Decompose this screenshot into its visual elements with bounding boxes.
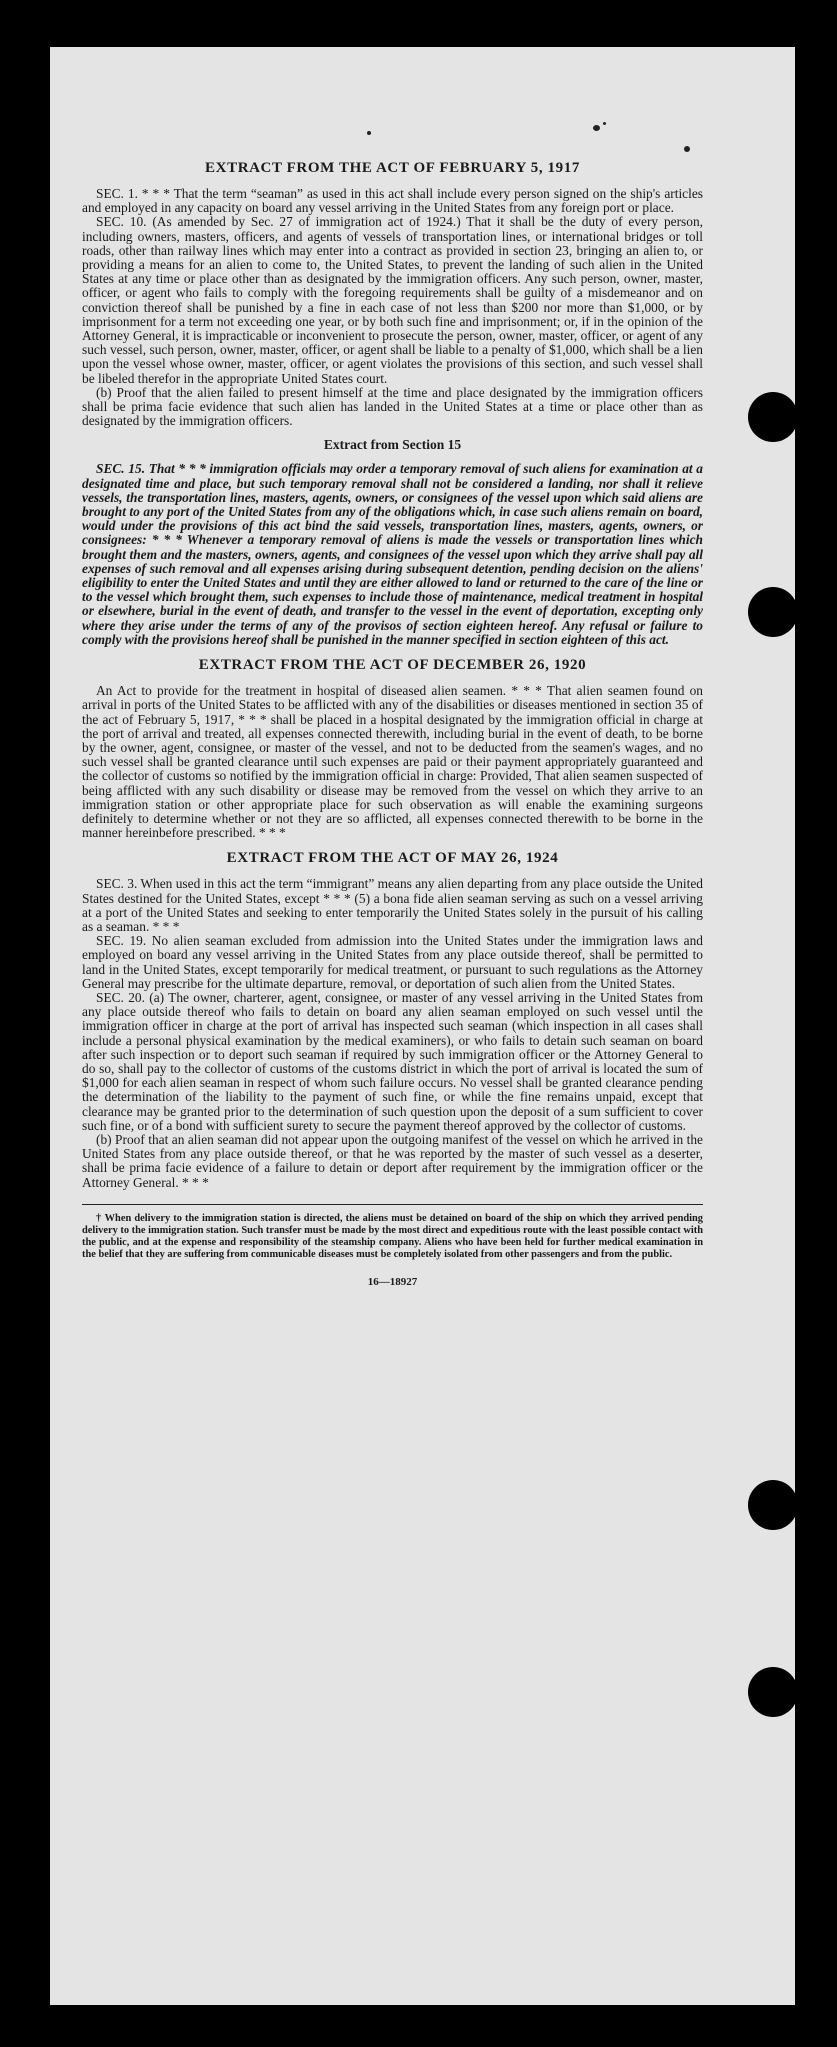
heading-act-1917: EXTRACT FROM THE ACT OF FEBRUARY 5, 1917 — [205, 160, 580, 176]
footnote-divider — [82, 1204, 703, 1205]
heading-section-15: Extract from Section 15 — [323, 437, 462, 453]
heading-act-1924: EXTRACT FROM THE ACT OF MAY 26, 1924 — [226, 850, 559, 867]
footnote: † When delivery to the immigration station is directed, the aliens must be detained on board of the ship on which they arrived pending delivery to the immigration station. Such transfer must be made by the most direct and expeditious route with the least possible contact with the public, and at the expense and responsibility of the steamship company. Aliens who have been held for further medical examination in the belief that they are suffering from communicable diseases must be completely isolated from other passengers and from the public. — [82, 1212, 703, 1261]
punch-hole — [748, 587, 795, 637]
punch-hole — [748, 1667, 795, 1717]
paragraph-1920: An Act to provide for the treatment in hospital of diseased alien seamen. * * * That alien seamen found on arrival in ports of the United States to be afflicted with any of the disabilities or diseases mentioned in section 35 of the act of February 5, 1917, * * * shall be placed in a hospital designated by the immigration official in charge at the port of arrival and treated, all expenses connected therewith, including burial in the event of death, to be borne by the owner, agent, consignee, or master of the vessel, and not to be deducted from the seamen's wages, and no such vessel shall be granted clearance until such expenses are paid or their payment appropriately guaranteed and the collector of customs so notified by the immigration official in charge: Provided, That alien seamen suspected of being afflicted with any such disability or disease may be removed from the vessel on which they arrive to an immigration station or other appropriate place for such observation as will enable the examining surgeons definitely to determine whether or not they are so afflicted, all expenses connected therewith to be borne in the manner hereinbefore prescribed. * * * — [82, 683, 703, 841]
paragraph-1917-sec10: SEC. 10. (As amended by Sec. 27 of immigration act of 1924.) That it shall be the duty of every person, including owners, masters, officers, and agents of vessels of transportation lines, or international bridges or toll roads, other than railway lines which may enter into a contract as provided in section 23, bringing an alien to, or providing a means for an alien to come to, the United States, to prevent the landing of such alien in the United States at any time or place other than as designated by the immigration officers. Any such person, owner, master, officer, or agent who fails to comply with the foregoing requirements shall be guilty of a misdemeanor and on conviction thereof shall be punished by a fine in each case of not less than $200 nor more than $1,000, or by imprisonment for a term not exceeding one year, or by both such fine and imprisonment; or, if in the opinion of the Attorney General, it is impracticable or inconvenient to prosecute the person, owner, master, officer, or agent of any such vessel, such person, owner, master, officer, or agent shall be liable to a penalty of $1,000, which shall be a lien upon the vessel whose owner, master, officer, or agent violates the provisions of this section, and such vessel shall be libeled therefor in the appropriate United States court. — [82, 214, 703, 386]
heading-act-1920: EXTRACT FROM THE ACT OF DECEMBER 26, 1920 — [198, 657, 587, 674]
punch-hole — [748, 392, 795, 442]
document-text — [82, 160, 703, 1288]
paragraph-1924-b: (b) Proof that an alien seaman did not appear upon the outgoing manifest of the vessel on which he arrived in the United States from any place outside thereof, or that he was reported by the master of such vessel as a deserter, shall be prima facie evidence of a failure to detain or deport after requirement by the immigration officer or the Attorney General. * * * — [82, 1131, 703, 1190]
paragraph-1917-sec1: SEC. 1. * * * That the term “seaman” as used in this act shall include every person signed on the ship's articles and employed in any capacity on board any vessel arriving in the United States from any foreign port or place. — [82, 186, 703, 216]
paragraph-1917-b: (b) Proof that the alien failed to present himself at the time and place designated by the immigration officers shall be prima facie evidence that such alien has landed in the United States at a time or place other than as designated by the immigration officers. — [82, 384, 703, 429]
form-number: 16—18927 — [367, 1275, 418, 1288]
paragraph-1924-sec20: SEC. 20. (a) The owner, charterer, agent, consignee, or master of any vessel arriving in the United States from any place outside thereof who fails to detain on board any alien seaman employed on such vessel until the immigration officer in charge at the port of arrival has inspected such seaman (which inspection in all cases shall include a personal physical examination by the medical examiners), or who fails to detain such seaman on board after such inspection or to deport such seaman if required by such immigration officer or the Attorney General to do so, shall pay to the collector of customs of the customs district in which the port of arrival is located the sum of $1,000 for each alien seaman in respect of whom such failure occurs. No vessel shall be granted clearance pending the determination of the liability to the payment of such fine, or while the fine remains unpaid, except that clearance may be granted prior to the determination of such question upon the deposit of a sum sufficient to cover such fine, or of a bond with sufficient surety to secure the payment thereof approved by the collector of customs. — [82, 989, 703, 1133]
punch-hole — [748, 1480, 795, 1530]
paragraph-1924-sec19: SEC. 19. No alien seaman excluded from admission into the United States under the immigration laws and employed on board any vessel arriving in the United States from any place outside thereof, shall be permitted to land in the United States, except temporarily for medical treatment, or pursuant to such regulations as the Attorney General may prescribe for the ultimate departure, removal, or deportation of such alien from the United States. — [82, 933, 703, 991]
paragraph-section-15: SEC. 15. That * * * immigration officials may order a temporary removal of such aliens for examination at a designated time and place, but such temporary removal shall not be considered a landing, nor shall it relieve vessels, the transportation lines, masters, agents, owners, or consignees of the vessel upon which said aliens are brought to any port of the United States from any of the obligations which, in case such aliens remain on board, would under the provisions of this act bind the said vessels, transportation lines, masters, agents, owners, or consignees: * * * Whenever a temporary removal of aliens is made the vessels or transportation lines which brought them and the masters, owners, agents, and consignees of the vessel upon which they arrive shall pay all expenses of such removal and all expenses arising during subsequent detention, pending decision on the aliens' eligibility to enter the United States and until they are either allowed to land or returned to the care of the line or to the vessel which brought them, such expenses to include those of maintenance, medical treatment in hospital or elsewhere, burial in the event of death, and transfer to the vessel in the event of deportation, excepting only where they arise under the terms of any of the provisos of section eighteen hereof. Any refusal or failure to comply with the provisions hereof shall be punished in the manner specified in section eighteen of this act. — [82, 461, 703, 647]
paragraph-1924-sec3: SEC. 3. When used in this act the term “immigrant” means any alien departing from any place outside the United States destined for the United States, except * * * (5) a bona fide alien seaman serving as such on a vessel arriving at a port of the United States and seeking to enter temporarily the United States solely in the pursuit of his calling as a seaman. * * * — [82, 876, 703, 934]
